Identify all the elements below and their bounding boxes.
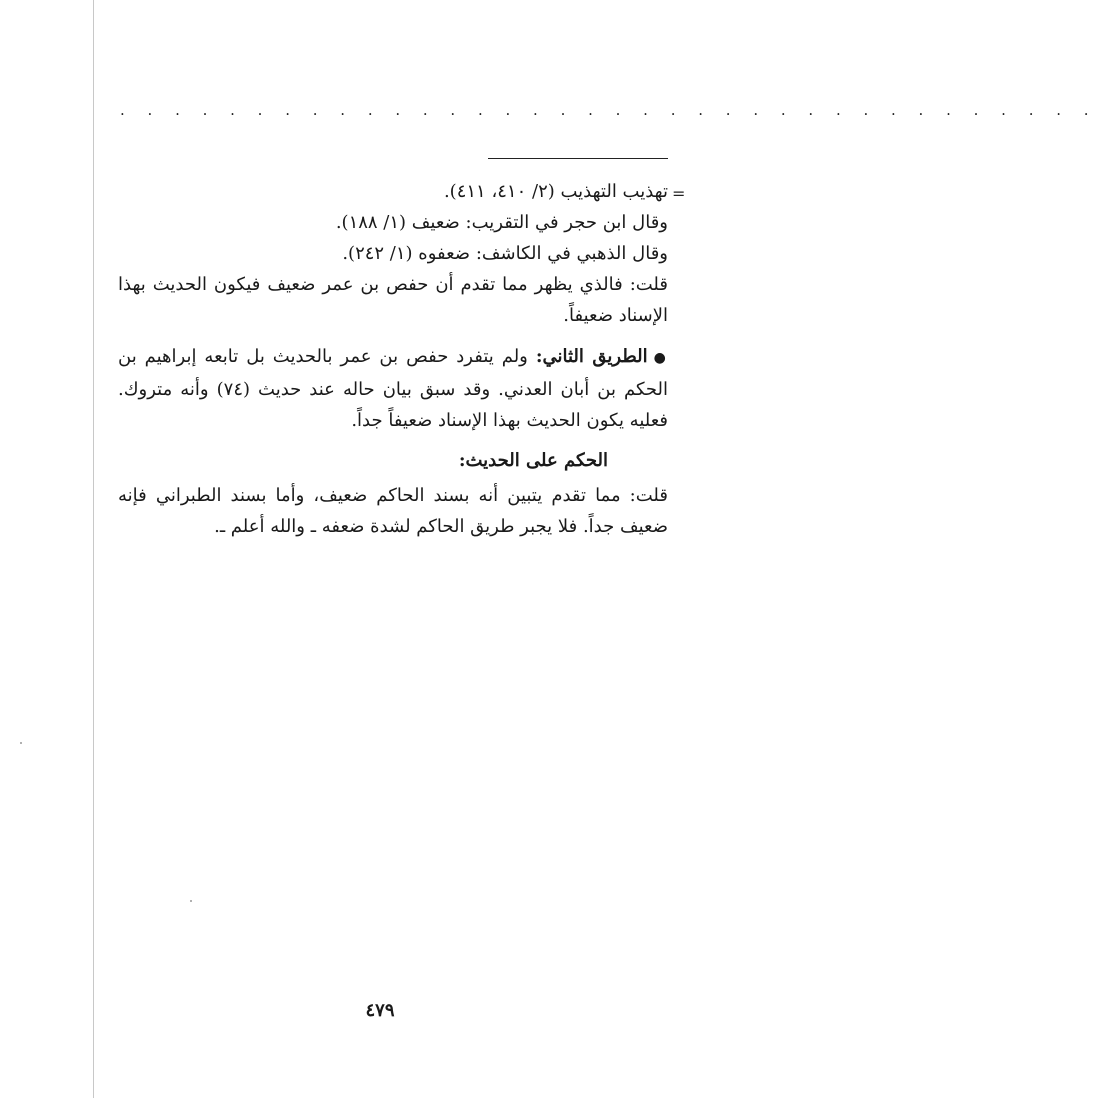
second-path-line: ولم يتفرد حفص بن عمر بالحديث بل تابعه إبراهيم بن <box>118 346 528 367</box>
footnote-line: وقال ابن حجر في التقريب: ضعيف (١/ ١٨٨). <box>335 212 668 233</box>
footnote-line: الإسناد ضعيفاً. <box>563 305 668 326</box>
footnote-block <box>118 176 668 331</box>
second-path-first-line <box>118 341 668 374</box>
second-path-paragraph <box>118 341 668 436</box>
ruling-paragraph <box>118 480 668 542</box>
footnote-continuation-marker: = <box>672 184 686 203</box>
scan-speck <box>20 742 22 744</box>
footnote-line: قلت: فالذي يظهر مما تقدم أن حفص بن عمر ضعيف فيكون الحديث بهذا <box>118 274 668 295</box>
footnote-line: وقال الذهبي في الكاشف: ضعفوه (١/ ٢٤٢). <box>342 243 668 264</box>
bullet-icon: ● <box>653 350 669 366</box>
dotted-separator: . . . . . . . . . . . . . . . . . . . . . . . . . . . . . . . . . . . . <box>120 101 1098 119</box>
second-path-line: الحكم بن أبان العدني. وقد سبق بيان حاله عند حديث (٧٤) وأنه متروك. <box>118 379 668 400</box>
footnote-rule <box>488 158 668 159</box>
page-number: ٤٧٩ <box>365 1000 395 1021</box>
ruling-heading: الحكم على الحديث: <box>458 450 608 471</box>
ruling-line: قلت: مما تقدم يتبين أنه بسند الحاكم ضعيف، وأما بسند الطبراني فإنه <box>118 485 668 506</box>
footnote-line: تهذيب التهذيب (٢/ ٤١٠، ٤١١). <box>443 181 668 202</box>
scan-speck <box>190 900 192 902</box>
ruling-line: ضعيف جداً. فلا يجبر طريق الحاكم لشدة ضعفه ـ والله أعلم ـ. <box>214 516 668 537</box>
binding-edge-line <box>93 0 94 1098</box>
second-path-title: الطريق الثاني: <box>535 346 648 367</box>
second-path-line: فعليه يكون الحديث بهذا الإسناد ضعيفاً جداً. <box>351 410 668 431</box>
